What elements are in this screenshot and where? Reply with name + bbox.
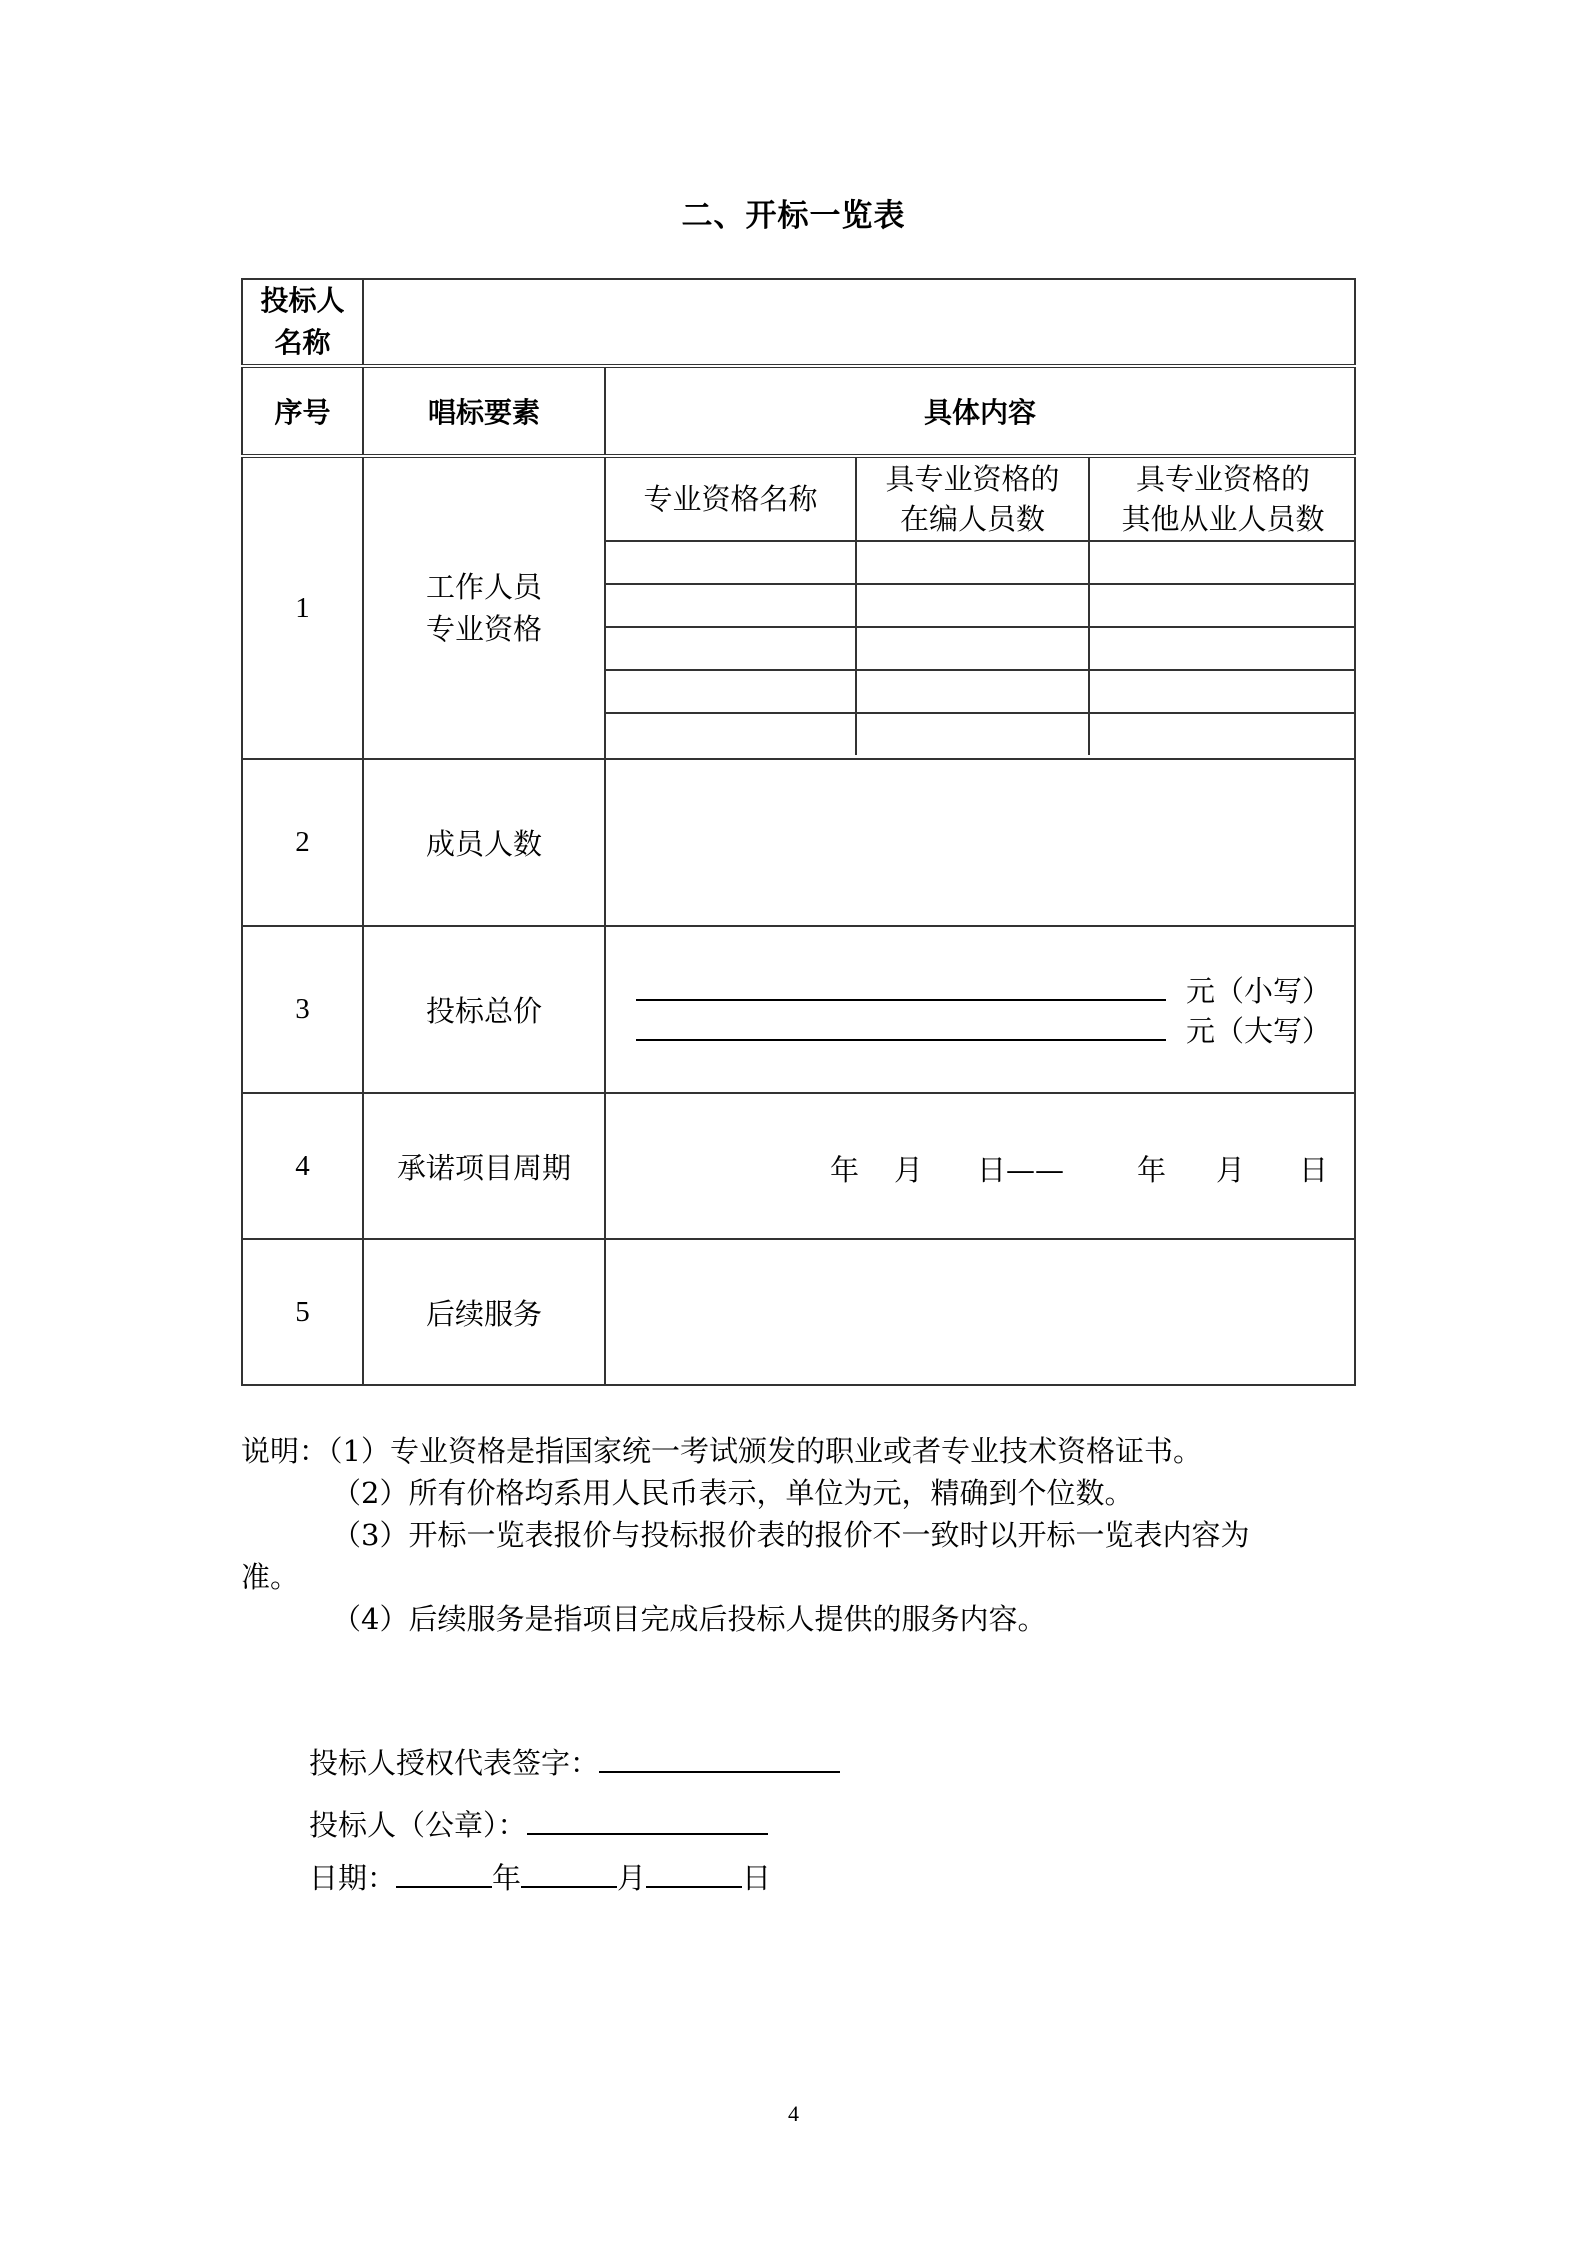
note-1: 说明：（1）专业资格是指国家统一考试颁发的职业或者专业技术资格证书。 [241,1434,1202,1468]
row1-label-line2: 专业资格 [425,612,542,646]
row1-seq: 1 [242,456,363,759]
date-month-field[interactable] [521,1856,617,1888]
price-uppercase-line[interactable] [636,1039,1166,1041]
period-end-month: 月 [1216,1153,1246,1187]
bidder-name-field[interactable] [363,279,1355,366]
row1-label [363,456,605,759]
qual-cell[interactable] [606,541,856,584]
date-year-field[interactable] [396,1856,492,1888]
row1-label-line1: 工作人员 [425,570,542,604]
period-start-year: 年 [830,1153,860,1187]
row2-label: 成员人数 [363,759,605,926]
header-row [242,366,1355,456]
qualification-row [606,670,1356,713]
period-end-day: 日 [1299,1153,1329,1187]
row4-period-content[interactable] [605,1093,1355,1239]
bidder-label-line1: 投标人 [260,284,345,317]
row3-label: 投标总价 [363,926,605,1093]
page-title: 二、开标一览表 [681,198,906,234]
subheader-other-count [1089,458,1356,541]
subheader-other-line1: 具专业资格的 [1135,462,1310,496]
header-content: 具体内容 [605,366,1355,456]
row-after-service [242,1239,1355,1385]
subheader-other-line2: 其他从业人员数 [1121,502,1325,536]
row4-label: 承诺项目周期 [363,1093,605,1239]
signature-rep-line [309,1741,840,1782]
qual-cell[interactable] [856,713,1089,755]
header-element: 唱标要素 [363,366,605,456]
qual-cell[interactable] [606,670,856,713]
subheader-staff-count [856,458,1089,541]
row-project-period [242,1093,1355,1239]
qual-cell[interactable] [856,584,1089,627]
bid-summary-table [241,278,1356,1386]
note-4: （4）后续服务是指项目完成后投标人提供的服务内容。 [332,1602,1047,1636]
qual-cell[interactable] [1089,584,1356,627]
qual-cell[interactable] [1089,627,1356,670]
note-2: （2）所有价格均系用人民币表示，单位为元，精确到个位数。 [332,1476,1134,1510]
subheader-qual-name [606,458,856,541]
period-end-year: 年 [1137,1153,1167,1187]
bidder-name-row [242,279,1355,366]
note-3-continued: 准。 [241,1560,300,1594]
signature-rep-field[interactable] [599,1741,840,1773]
row5-label: 后续服务 [363,1239,605,1385]
bidder-label-line2: 名称 [274,326,331,359]
qual-cell[interactable] [606,713,856,755]
notes [241,1430,1361,1640]
signature-date-line [309,1856,771,1897]
qual-cell[interactable] [856,627,1089,670]
qualification-row [606,584,1356,627]
date-year-label: 年 [492,1861,522,1895]
signature-rep-label: 投标人授权代表签字： [309,1746,600,1780]
qual-cell[interactable] [1089,541,1356,584]
qual-cell[interactable] [1089,670,1356,713]
bidder-name-label [242,279,363,366]
date-month-label: 月 [617,1861,647,1895]
row1-content [605,456,1355,759]
signature-seal-field[interactable] [527,1803,768,1835]
row-member-count [242,759,1355,926]
qualification-subheader-row [606,458,1356,541]
row3-seq: 3 [242,926,363,1093]
qual-cell[interactable] [1089,713,1356,755]
row2-value[interactable] [605,759,1355,926]
page-number: 4 [788,2101,799,2126]
signature-seal-line [309,1803,768,1844]
row5-value[interactable] [605,1239,1355,1385]
qualification-row [606,541,1356,584]
signature-seal-label: 投标人（公章）： [309,1808,527,1842]
qualification-subtable [606,458,1356,755]
qual-cell[interactable] [856,670,1089,713]
qual-cell[interactable] [606,627,856,670]
row2-seq: 2 [242,759,363,926]
date-day-label: 日 [742,1861,772,1895]
period-start-day: 日—— [977,1153,1065,1187]
row3-price-content [605,926,1355,1093]
price-lowercase-unit: 元（小写） [1186,974,1332,1008]
date-day-field[interactable] [646,1856,742,1888]
date-label: 日期： [309,1861,397,1895]
row5-seq: 5 [242,1239,363,1385]
qual-cell[interactable] [856,541,1089,584]
qualification-row [606,627,1356,670]
row4-seq: 4 [242,1093,363,1239]
subheader-staff-line1: 具专业资格的 [885,462,1060,496]
row-total-price [242,926,1355,1093]
row-qualifications [242,456,1355,759]
subheader-qual-name-line1: 专业资格名称 [643,482,818,516]
header-seq: 序号 [242,366,363,456]
price-lowercase-line[interactable] [636,999,1166,1001]
period-start-month: 月 [894,1153,924,1187]
subheader-staff-line2: 在编人员数 [899,502,1045,536]
note-3: （3）开标一览表报价与投标报价表的报价不一致时以开标一览表内容为 [332,1518,1250,1552]
qual-cell[interactable] [606,584,856,627]
price-uppercase-unit: 元（大写） [1186,1014,1332,1048]
qualification-row [606,713,1356,755]
